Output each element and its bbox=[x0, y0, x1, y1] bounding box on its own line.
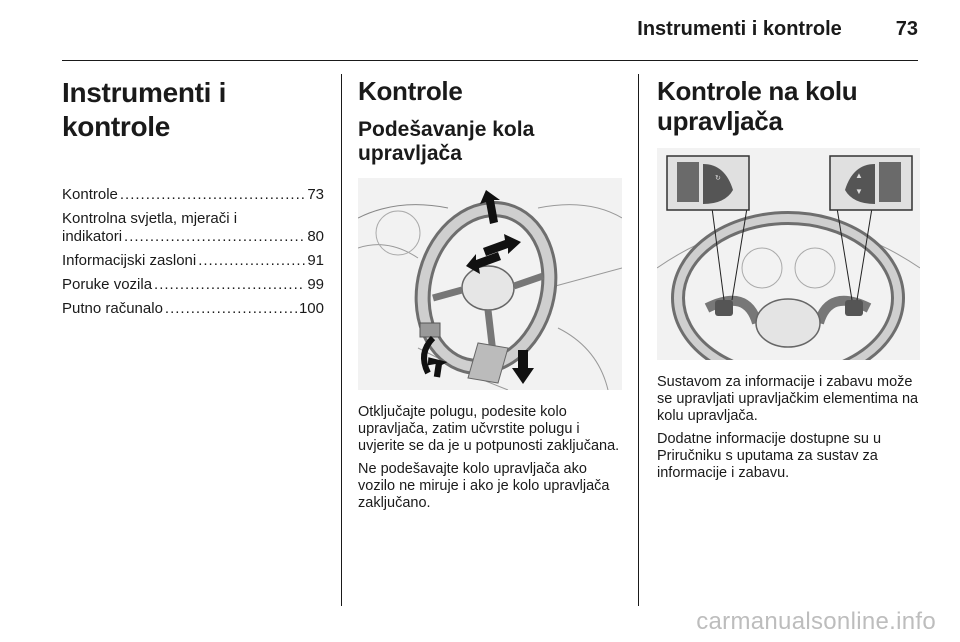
controls-column bbox=[358, 74, 622, 518]
wheel-controls-illustration bbox=[657, 148, 920, 360]
steering-adjust-paragraph: Ne podešavajte kolo upravljača ako vozilo ne miruje i ako je kolo upravljača zaključano. bbox=[358, 461, 610, 511]
toc-label: Kontrole bbox=[62, 186, 118, 203]
toc-page: 91 bbox=[307, 252, 324, 269]
running-head bbox=[0, 18, 918, 48]
column-divider bbox=[341, 74, 342, 606]
page-number: 73 bbox=[895, 18, 918, 40]
svg-text:▲: ▲ bbox=[855, 171, 863, 180]
toc-page: 73 bbox=[307, 186, 324, 203]
toc-item[interactable] bbox=[62, 276, 324, 294]
section-title: Kontrole na kolu upravljača bbox=[657, 76, 858, 136]
chapter-toc bbox=[62, 186, 324, 318]
steering-adjust-illustration bbox=[358, 178, 622, 390]
column-divider bbox=[638, 74, 639, 606]
toc-item[interactable] bbox=[62, 300, 324, 318]
toc-label: indikatori bbox=[62, 228, 123, 245]
toc-item[interactable] bbox=[62, 186, 324, 204]
svg-text:↻: ↻ bbox=[715, 175, 721, 182]
toc-label-line1: Kontrolna svjetla, mjerači i bbox=[62, 210, 238, 227]
subsection-title: Podešavanje kola upravljača bbox=[358, 118, 535, 165]
toc-label: Informacijski zasloni bbox=[62, 252, 197, 269]
watermark: carmanualsonline.info bbox=[696, 608, 936, 635]
steering-wheel-controls-image bbox=[657, 148, 920, 360]
toc-page: 80 bbox=[307, 228, 324, 245]
wheel-controls-column bbox=[657, 74, 920, 488]
svg-text:▼: ▼ bbox=[855, 187, 863, 196]
toc-item[interactable] bbox=[62, 210, 324, 246]
toc-label: Poruke vozila bbox=[62, 276, 153, 293]
chapter-column bbox=[62, 74, 324, 324]
steering-adjust-paragraph: Otključajte polugu, podesite kolo upravljača, zatim učvrstite polugu i uvjerite se da je u potpunosti zaključana. bbox=[358, 404, 620, 454]
toc-label: Putno računalo bbox=[62, 300, 163, 317]
steering-wheel-adjust-image bbox=[358, 178, 622, 390]
running-head-section: Instrumenti i kontrole bbox=[637, 18, 842, 40]
chapter-title: Instrumenti i kontrole bbox=[62, 77, 227, 142]
wheel-controls-paragraph: Sustavom za informacije i zabavu može se upravljati upravljačkim elementima na kolu upravljača. bbox=[657, 374, 919, 424]
header-rule bbox=[62, 60, 918, 61]
toc-page: 100 bbox=[298, 300, 324, 317]
toc-page: 99 bbox=[307, 276, 324, 293]
toc-item[interactable] bbox=[62, 252, 324, 270]
section-title: Kontrole bbox=[358, 76, 463, 106]
wheel-controls-paragraph: Dodatne informacije dostupne su u Priručniku s uputama za sustav za informacije i zabavu. bbox=[657, 431, 882, 481]
